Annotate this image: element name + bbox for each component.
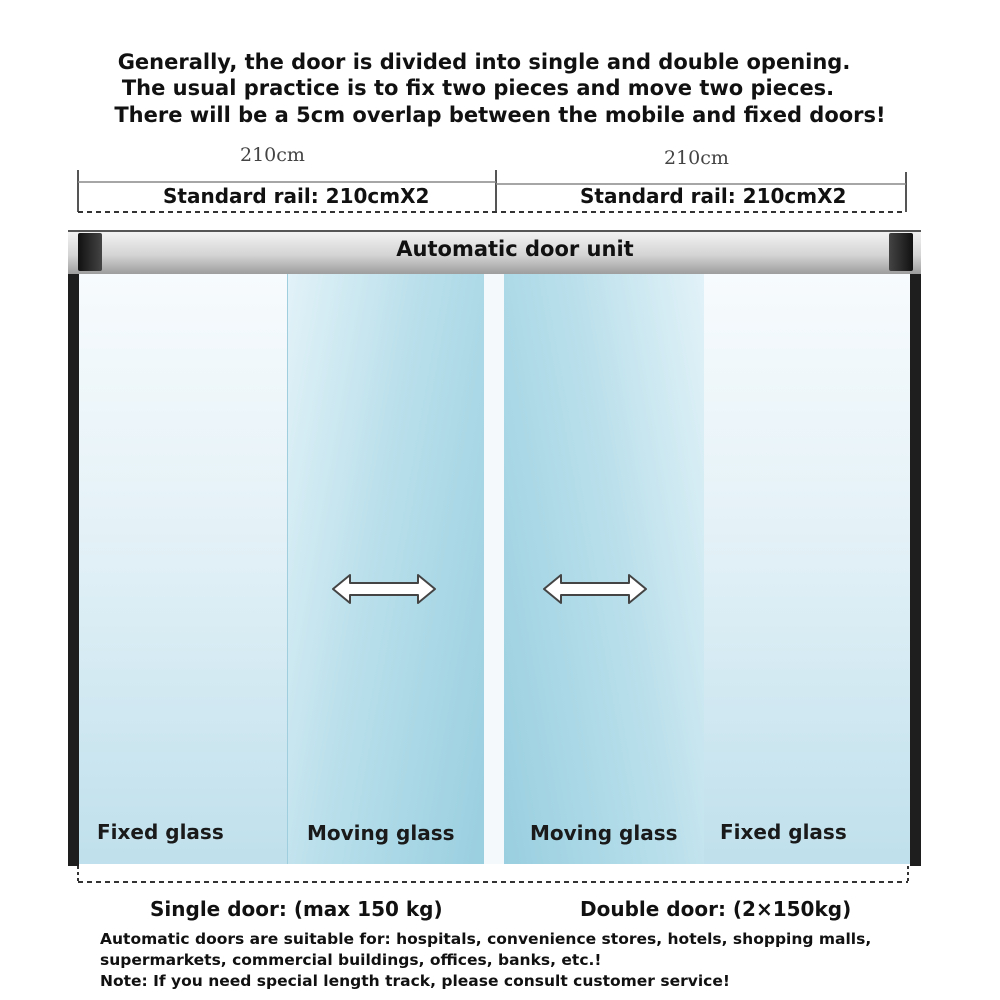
footer-line-1: Automatic doors are suitable for: hospitals, convenience stores, hotels, shopping malls, xyxy=(100,930,872,948)
rail-label-right: Standard rail: 210cmX2 xyxy=(580,184,847,208)
panel-label-fixed-right: Fixed glass xyxy=(720,820,847,844)
footer-line-3: Note: If you need special length track, please consult customer service! xyxy=(100,972,730,990)
footer-line-2: supermarkets, commercial buildings, offices, banks, etc.! xyxy=(100,951,602,969)
center-gap xyxy=(484,274,504,864)
dimension-left: 210cm xyxy=(240,144,305,166)
fixed-glass-panel-right xyxy=(704,274,910,864)
bottom-dimension-line xyxy=(0,860,1000,890)
double-arrow-icon xyxy=(330,570,440,608)
caption-double-door: Double door: (2×150kg) xyxy=(580,897,852,921)
frame-left-post xyxy=(68,230,79,866)
fixed-glass-panel-left xyxy=(79,274,287,864)
dimension-right: 210cm xyxy=(664,147,729,169)
intro-line-1: Generally, the door is divided into single and double opening. xyxy=(117,50,851,74)
rail-dimension-lines xyxy=(0,0,1000,230)
moving-glass-panel-right xyxy=(504,274,705,864)
caption-single-door: Single door: (max 150 kg) xyxy=(150,897,443,921)
moving-glass-panel-left xyxy=(287,274,485,864)
intro-line-2: The usual practice is to fix two pieces and move two pieces. xyxy=(121,76,835,100)
panel-label-fixed-left: Fixed glass xyxy=(97,820,224,844)
rail-label-left: Standard rail: 210cmX2 xyxy=(163,184,430,208)
double-arrow-icon xyxy=(541,570,651,608)
door-unit-label: Automatic door unit xyxy=(396,237,634,261)
intro-line-3: There will be a 5cm overlap between the mobile and fixed doors! xyxy=(114,103,886,127)
panel-label-moving-left: Moving glass xyxy=(307,821,455,845)
panel-label-moving-right: Moving glass xyxy=(530,821,678,845)
frame-right-post xyxy=(910,230,921,866)
